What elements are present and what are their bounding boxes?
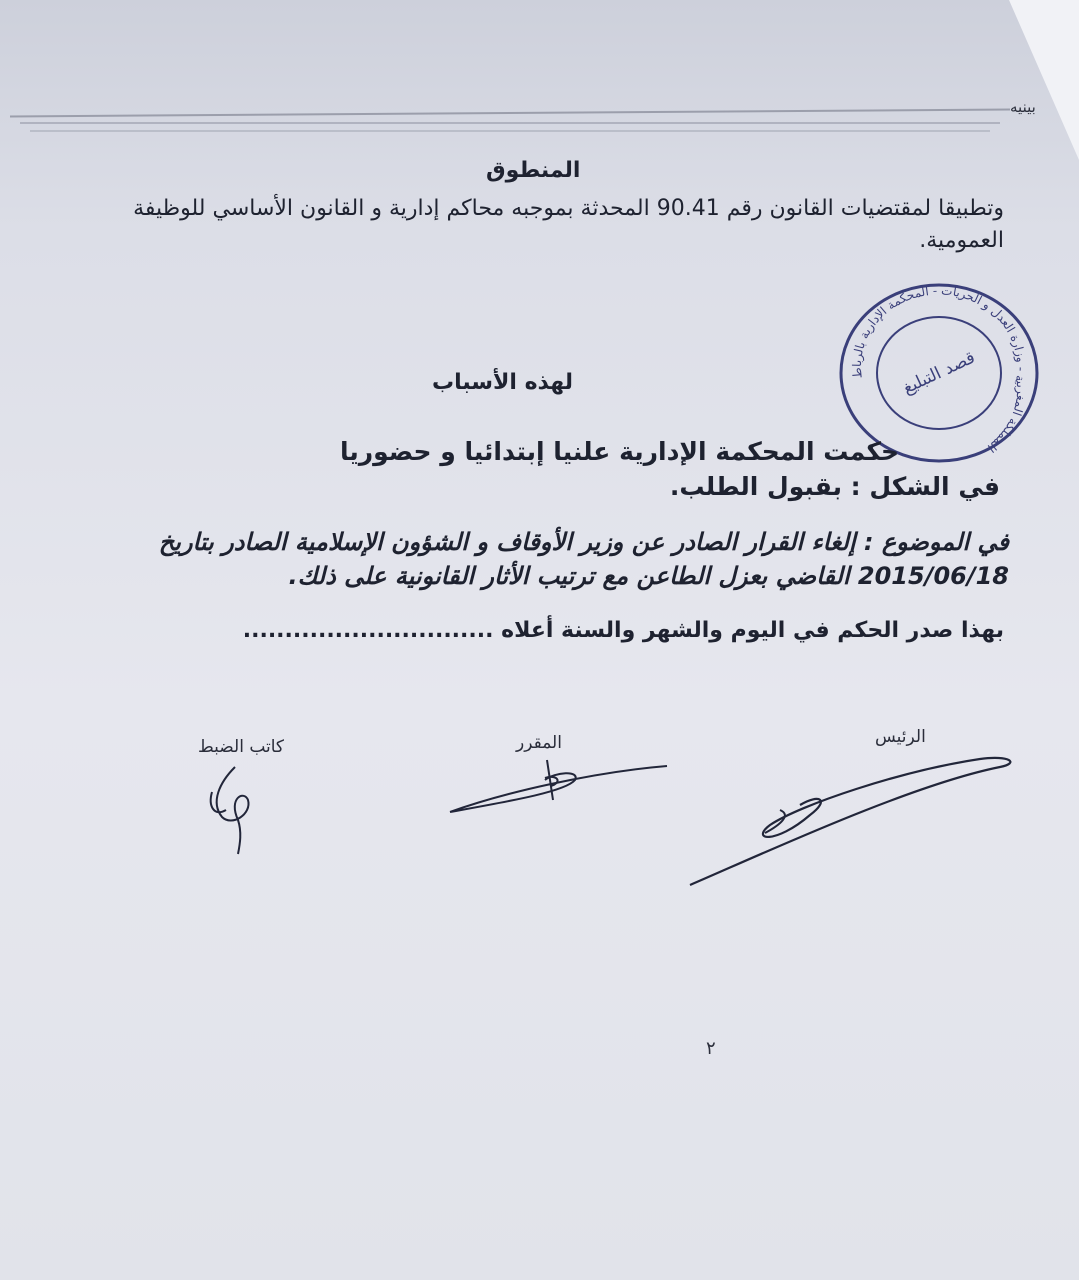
page-mark: ٢ bbox=[706, 1038, 716, 1059]
stamp-inner-text: قصد التبليغ bbox=[899, 347, 979, 399]
form-line: في الشكل : بقبول الطلب. bbox=[669, 472, 1000, 501]
closing-line: بهذا صدر الحكم في اليوم والشهر والسنة أعلاه .............................. bbox=[242, 618, 1004, 643]
clerk-label: كاتب الضبط bbox=[198, 737, 285, 757]
preamble-line-2: العمومية. bbox=[919, 228, 1004, 253]
president-label: الرئيس bbox=[875, 727, 926, 747]
reasons-title: لهذه الأسباب bbox=[432, 370, 574, 395]
section-title: المنطوق bbox=[486, 158, 581, 183]
copy-streak bbox=[20, 122, 1000, 124]
copy-streak bbox=[30, 130, 990, 132]
rapporteur-signature bbox=[445, 752, 675, 822]
ruling-line: حكمت المحكمة الإدارية علنيا إبتدائيا و حضوريا bbox=[340, 437, 899, 466]
president-signature bbox=[680, 745, 1020, 895]
corner-mark: بينيه bbox=[1010, 98, 1036, 116]
stamp-outer-text: المملكة المغربية - وزارة العدل و الحريات - المحكمة الإدارية بالرباط bbox=[849, 283, 1029, 456]
folded-corner bbox=[1009, 0, 1079, 160]
preamble-line-1: وتطبيقا لمقتضيات القانون رقم 90.41 المحدثة بموجبه محاكم إدارية و القانون الأساسي للوظيفة bbox=[133, 196, 1004, 221]
rapporteur-label: المقرر bbox=[516, 733, 562, 753]
clerk-signature bbox=[200, 762, 270, 857]
copy-streak bbox=[10, 109, 1010, 118]
subject-line-1: في الموضوع : إلغاء القرار الصادر عن وزير الأوقاف و الشؤون الإسلامية الصادر بتاريخ bbox=[158, 528, 1009, 556]
subject-line-2: 2015/06/18 القاضي بعزل الطاعن مع ترتيب الأثار القانونية على ذلك. bbox=[288, 562, 1009, 590]
